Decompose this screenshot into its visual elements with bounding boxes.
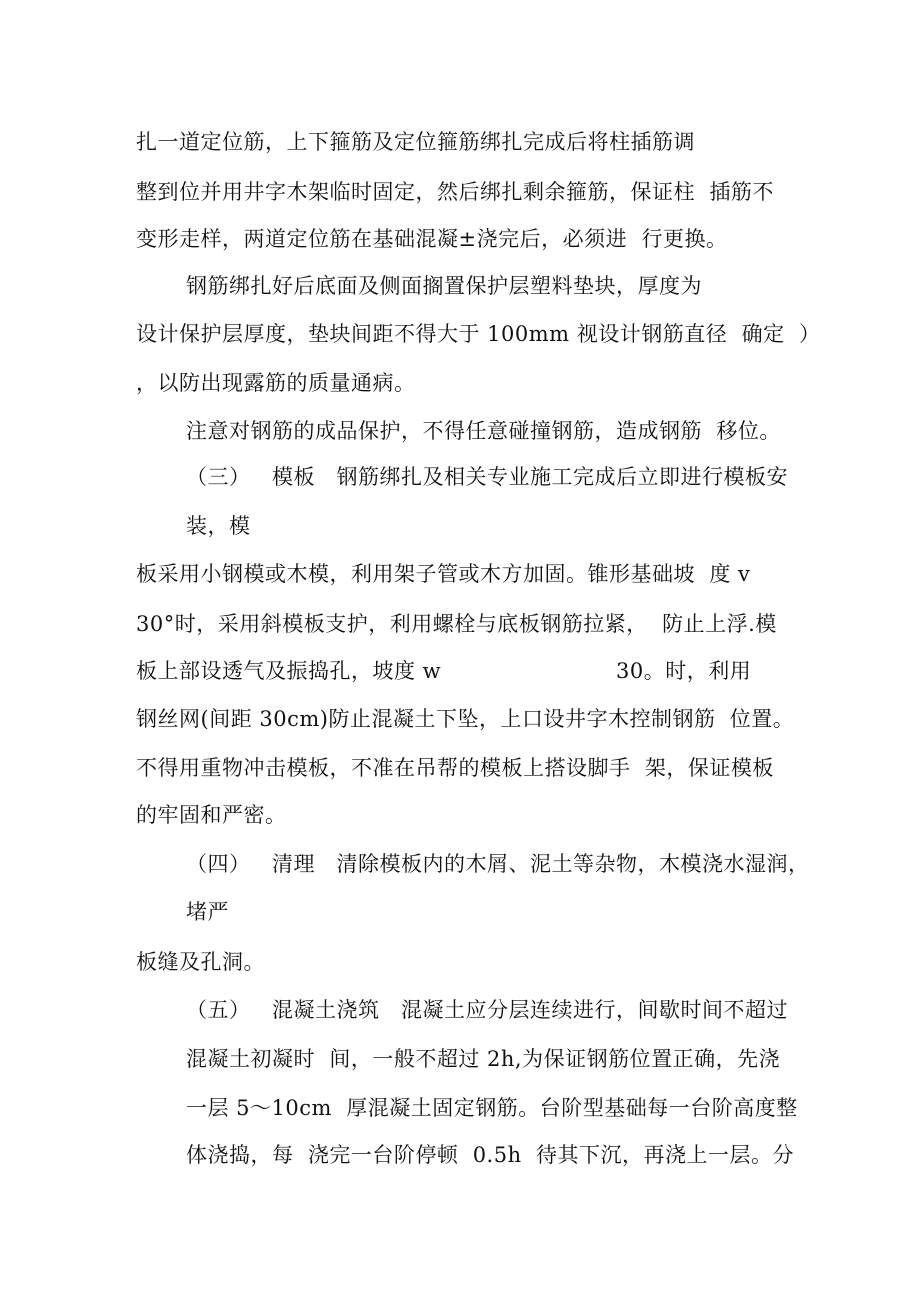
text-line: 设计保护层厚度，垫块间距不得大于 100mm 视设计钢筋直径 确定 ）	[136, 322, 821, 346]
section-heading-line: （四） 清理 清除模板内的木屑、泥土等杂物，木模浇水湿润，	[186, 852, 810, 876]
text-line: 扎一道定位筋，上下箍筋及定位箍筋绑扎完成后将柱插筋调	[136, 130, 695, 154]
text-line: 注意对钢筋的成品保护，不得任意碰撞钢筋，造成钢筋 移位。	[186, 419, 781, 443]
section-heading-line: （三） 模板 钢筋绑扎及相关专业施工完成后立即进行模板安	[186, 465, 789, 489]
text-line: 钢筋绑扎好后底面及侧面搁置保护层塑料垫块，厚度为	[186, 274, 702, 298]
text-line: 整到位并用井字木架临时固定，然后绑扎剩余箍筋，保证柱 插筋不	[136, 180, 774, 204]
text-line: 变形走样，两道定位筋在基础混凝±浇完后，必须进 行更换。	[136, 227, 728, 251]
text-line: 不得用重物冲击模板，不准在吊帮的模板上搭设脚手 架，保证模板	[136, 756, 774, 780]
text-line: 板采用小钢模或木模，利用架子管或木方加固。锥形基础坡 度 v	[136, 562, 751, 586]
text-line: 30°时，采用斜模板支护，利用螺栓与底板钢筋拉紧， 防止上浮.模	[136, 612, 777, 636]
text-line: 板上部设透气及振捣孔，坡度 w	[136, 659, 442, 683]
section-heading-line: （五） 混凝土浇筑 混凝土应分层连续进行，间歇时间不超过	[186, 998, 789, 1022]
text-line: 堵严	[186, 900, 229, 924]
text-line: ，以防出现露筋的质量通病。	[136, 371, 416, 395]
text-line: 30。时，利用	[616, 659, 752, 683]
text-line: 混凝土初凝时 间，一般不超过 2h,为保证钢筋位置正确，先浇	[186, 1047, 781, 1071]
text-line: 体浇捣，每 浇完一台阶停顿 0.5h 待其下沉，再浇上一层。分	[186, 1143, 794, 1167]
text-line: 的牢固和严密。	[136, 803, 287, 827]
text-line: 装，模	[186, 514, 251, 538]
text-line: 一层 5～10cm 厚混凝土固定钢筋。台阶型基础每一台阶高度整	[186, 1096, 798, 1120]
text-line: 钢丝网(间距 30cm)防止混凝土下坠，上口设井字木控制钢筋 位置。	[136, 707, 795, 731]
text-line: 板缝及孔洞。	[136, 950, 265, 974]
